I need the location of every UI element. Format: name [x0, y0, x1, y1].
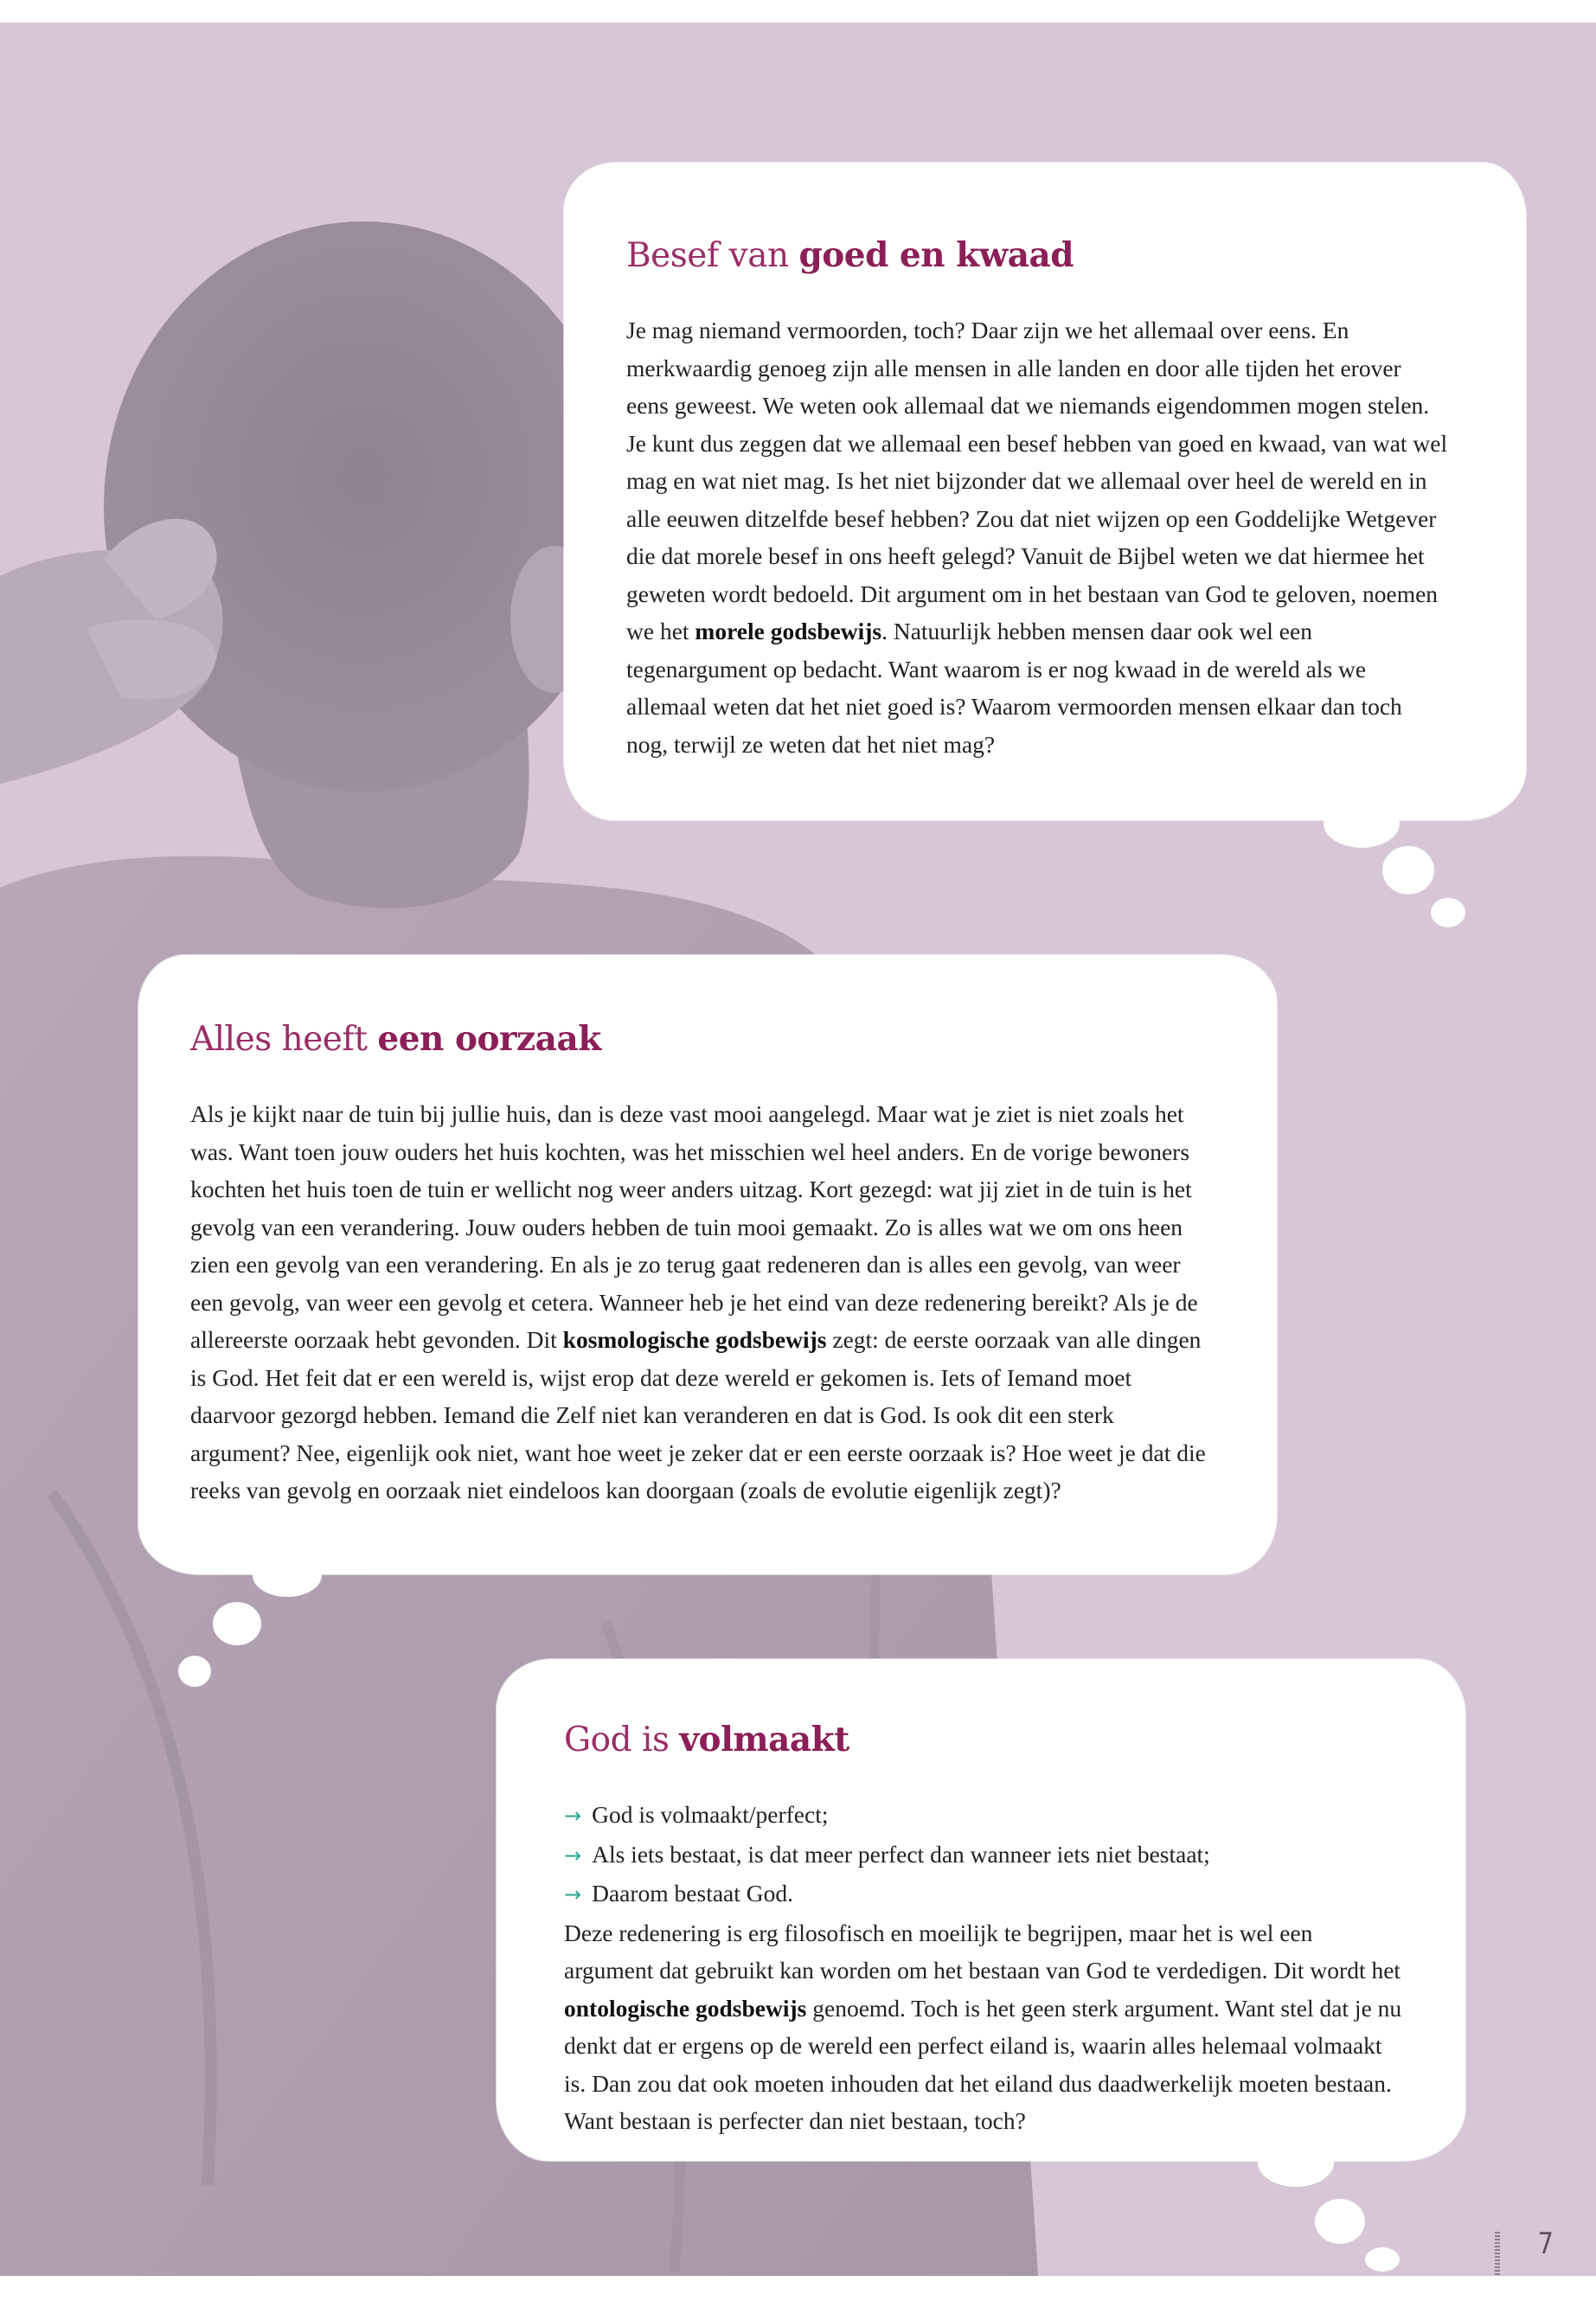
bubble-puff	[1365, 2247, 1400, 2272]
arrow-right-icon: →	[564, 1804, 582, 1828]
argument-list	[564, 1796, 1405, 1914]
page-background	[0, 22, 1596, 2276]
key-term: morele godsbewijs	[695, 618, 882, 644]
section-title: God is volmaakt	[564, 1720, 849, 1759]
section-body: Deze redenering is erg filosofisch en moeilijk te begrijpen, maar het is wel een argument dat gebruikt kan worden om het bestaan van God te verdedigen. Dit wordt het ontologische godsbewijs genoemd. Toch is het geen sterk argument. Want stel dat je nu denkt dat er ergens op de wereld een perfect eiland is, waarin alles helemaal volmaakt is. Dan zou dat ook moeten inhouden dat het eiland dus daadwerkelijk moeten bestaan. Want bestaan is perfecter dan niet bestaan, toch?	[564, 1919, 1402, 2134]
section-body: Je mag niemand vermoorden, toch? Daar zijn we het allemaal over eens. En merkwaardig genoeg zijn alle mensen in alle landen en door alle tijden het erover eens geweest. We weten ook allemaal dat we niemands eigendommen mogen stelen. Je kunt dus zeggen dat we allemaal een besef hebben van goed en kwaad, van wat wel mag en wat niet mag. Is het niet bijzonder dat we allemaal over heel de wereld en in alle eeuwen ditzelfde besef hebben? Zou dat niet wijzen op een Goddelijke Wetgever die dat morele besef in ons heeft gelegd? Vanuit de Bijbel weten we dat hiermee het geweten wordt bedoeld. Dit argument om in het bestaan van God te geloven, noemen we het morele godsbewijs. Natuurlijk hebben mensen daar ook wel een tegenargument op bedacht. Want waarom is er nog kwaad in de wereld als we allemaal weten dat het niet goed is? Waarom vermoorden mensen elkaar dan toch nog, terwijl ze weten dat het niet mag?	[626, 317, 1448, 758]
thought-bubble-cosmological-argument	[138, 955, 1277, 1574]
bubble-puff	[1258, 2138, 1334, 2187]
thought-bubble-moral-argument	[564, 163, 1526, 820]
list-item: → God is volmaakt/perfect;	[564, 1801, 829, 1828]
folio-rule	[1495, 2232, 1500, 2276]
page-number: 7	[1537, 2227, 1554, 2261]
bubble-puff	[253, 1554, 322, 1597]
arrow-right-icon: →	[564, 1882, 582, 1907]
section-body: Als je kijkt naar de tuin bij jullie huis, dan is deze vast mooi aangelegd. Maar wat je ziet is niet zoals het was. Want toen jouw ouders het huis kochten, was het misschien wel heel anders. En de vorige bewoners kochten het huis toen de tuin er wellicht nog weer anders uitzag. Kort gezegd: wat jij ziet in de tuin is het gevolg van een verandering. Jouw ouders hebben de tuin mooi gemaakt. Zo is alles wat we om ons heen zien een gevolg van een verandering. En als je zo terug gaat redeneren dan is alles een gevolg, van weer een gevolg, van weer een gevolg et cetera. Wanneer heb je het eind van deze redenering bereikt? Als je de allereerste oorzaak hebt gevonden. Dit kosmologische godsbewijs zegt: de eerste oorzaak van alle dingen is God. Het feit dat er een wereld is, wijst erop dat deze wereld er gekomen is. Iets of Iemand moet daarvoor gezorgd hebben. Iemand die Zelf niet kan veranderen en dat is God. Is ook dit een sterk argument? Nee, eigenlijk ook niet, want hoe weet je zeker dat er een eerste oorzaak is? Hoe weet je dat die reeks van gevolg en oorzaak niet eindeloos kan doorgaan (zoals de evolutie eigenlijk zegt)?	[190, 1100, 1206, 1503]
bubble-puff	[178, 1656, 211, 1687]
bubble-puff	[1324, 799, 1400, 848]
key-term: kosmologische godsbewijs	[562, 1326, 827, 1353]
thought-bubble-ontological-argument	[497, 1659, 1465, 2161]
bubble-puff	[213, 1602, 261, 1645]
arrow-right-icon: →	[564, 1843, 582, 1868]
bubble-puff	[1315, 2199, 1365, 2244]
list-item: → Daarom bestaat God.	[564, 1880, 794, 1907]
list-item: → Als iets bestaat, is dat meer perfect dan wanneer iets niet bestaat;	[564, 1840, 1210, 1868]
bubble-puff	[1431, 898, 1465, 927]
section-title: Alles heeft een oorzaak	[190, 1019, 601, 1059]
key-term: ontologische godsbewijs	[564, 1994, 807, 2022]
section-title: Besef van goed en kwaad	[626, 235, 1074, 275]
bubble-puff	[1382, 846, 1434, 894]
